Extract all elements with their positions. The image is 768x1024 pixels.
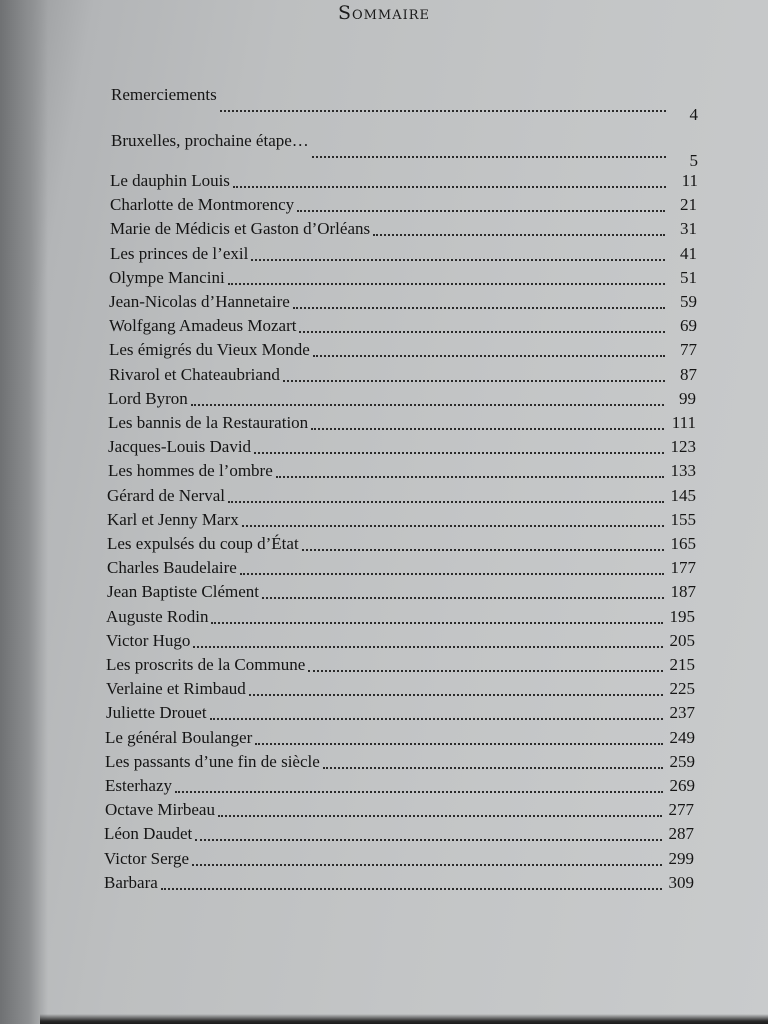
toc-page-number: 69	[680, 316, 697, 336]
toc-leader-dots	[175, 781, 663, 793]
toc-entry	[105, 799, 694, 821]
toc-leader-dots	[251, 249, 665, 261]
toc-entry	[110, 170, 698, 192]
toc-leader-dots	[210, 708, 663, 720]
toc-entry-title: Jean-Nicolas d’Hannetaire	[109, 292, 290, 311]
toc-page-number: 277	[668, 800, 694, 820]
toc-entry	[110, 194, 697, 216]
toc-leader-dots	[373, 224, 665, 236]
toc-entry	[104, 848, 694, 870]
toc-entry-title: Lord Byron	[108, 388, 188, 408]
toc-leader-dots	[297, 200, 665, 212]
toc-page-number: 249	[669, 727, 695, 747]
toc-page-number: 309	[668, 872, 694, 892]
toc-leader-dots	[313, 345, 665, 357]
page-title: Sommaire	[337, 2, 431, 24]
toc-page-number: 155	[670, 509, 696, 529]
toc-entry-title: Le général Boulanger	[105, 727, 253, 747]
toc-entry-title: Olympe Mancini	[109, 267, 225, 287]
toc-entry-title: Les passants d’une fin de siècle	[105, 751, 320, 771]
toc-entry-title: Jacques-Louis David	[108, 437, 252, 457]
toc-entry-title: Wolfgang Amadeus Mozart	[109, 316, 297, 336]
toc-page-number: 165	[670, 534, 696, 553]
toc-entry-title: Octave Mirbeau	[105, 800, 215, 820]
toc-leader-dots	[242, 515, 664, 527]
toc-entry-title: Karl et Jenny Marx	[107, 509, 239, 529]
toc-entry-title: Charlotte de Montmorency	[110, 195, 295, 215]
toc-entry-title: Rivarol et Chateaubriand	[109, 364, 280, 384]
toc-leader-dots	[302, 539, 664, 551]
toc-leader-dots	[311, 418, 664, 430]
toc-entry	[108, 460, 696, 482]
toc-leader-dots	[161, 878, 662, 890]
toc-entry-title: Gérard de Nerval	[107, 485, 225, 505]
toc-entry	[108, 412, 696, 434]
toc-entry-title: Les princes de l’exil	[110, 243, 249, 263]
toc-entry-title: Remerciements	[111, 85, 217, 104]
toc-entry	[107, 509, 696, 531]
toc-page-number: 177	[670, 558, 696, 578]
page-bottom-edge	[40, 1014, 768, 1024]
toc-entry-title: Les expulsés du coup d’État	[107, 534, 299, 553]
toc-page-number: 187	[670, 582, 696, 602]
toc-page-number: 205	[669, 630, 695, 650]
toc-entry-title: Les émigrés du Vieux Monde	[109, 340, 310, 360]
toc-entry	[110, 218, 697, 240]
toc-leader-dots	[312, 146, 666, 158]
toc-page-number: 111	[671, 413, 696, 432]
toc-entry-title: Auguste Rodin	[106, 606, 209, 626]
toc-entry	[104, 823, 694, 845]
toc-page-number: 51	[680, 267, 697, 287]
toc-leader-dots	[220, 100, 666, 112]
toc-entry	[105, 727, 695, 749]
toc-page-number: 287	[668, 824, 694, 844]
toc-leader-dots	[283, 370, 665, 382]
toc-entry-title: Léon Daudet	[104, 824, 193, 844]
toc-leader-dots	[228, 273, 665, 285]
toc-entry	[106, 654, 695, 676]
toc-entry-title: Bruxelles, prochaine étape…	[111, 131, 309, 150]
toc-page-number: 145	[670, 485, 696, 505]
toc-leader-dots	[249, 684, 663, 696]
toc-leader-dots	[233, 176, 666, 188]
toc-page-number: 5	[689, 151, 698, 170]
toc-page-number: 77	[680, 340, 697, 360]
toc-page-number: 237	[669, 703, 695, 723]
toc-entry-title: Marie de Médicis et Gaston d’Orléans	[110, 219, 371, 239]
toc-page-number: 133	[670, 461, 696, 481]
toc-entry	[106, 630, 695, 652]
toc-entry	[104, 872, 694, 894]
toc-leader-dots	[228, 491, 664, 503]
toc-entry-title: Les proscrits de la Commune	[106, 655, 306, 674]
toc-entry-title: Les bannis de la Restauration	[108, 413, 309, 432]
toc-entry	[105, 775, 695, 797]
toc-page-number: 215	[669, 655, 695, 674]
toc-page-number: 87	[680, 364, 697, 384]
toc-leader-dots	[254, 442, 664, 454]
toc-entry	[107, 581, 696, 603]
toc-entry-title: Esterhazy	[105, 776, 173, 795]
toc-page-number: 299	[668, 848, 694, 868]
toc-entry	[109, 267, 697, 289]
toc-entry	[105, 751, 695, 773]
toc-page-number: 225	[669, 679, 695, 699]
toc-leader-dots	[218, 805, 662, 817]
toc-leader-dots	[255, 733, 663, 745]
toc-leader-dots	[323, 757, 663, 769]
toc-entry	[109, 364, 697, 386]
toc-entry	[111, 130, 698, 170]
toc-leader-dots	[211, 612, 663, 624]
toc-page-number: 99	[679, 388, 696, 408]
toc-entry	[106, 606, 695, 628]
toc-page-number: 31	[680, 219, 697, 239]
toc-page-number: 195	[669, 606, 695, 626]
toc-leader-dots	[191, 394, 664, 406]
toc-entry-title: Charles Baudelaire	[107, 558, 237, 578]
toc-leader-dots	[276, 466, 664, 478]
toc-entry	[106, 702, 695, 724]
toc-leader-dots	[262, 587, 664, 599]
toc-leader-dots	[195, 829, 662, 841]
toc-page-number: 21	[680, 195, 697, 215]
toc-entry	[109, 291, 697, 313]
toc-page-number: 11	[681, 171, 698, 190]
toc-entry-title: Juliette Drouet	[106, 703, 207, 723]
toc-leader-dots	[293, 297, 665, 309]
toc-entry	[107, 557, 696, 579]
toc-page-number: 269	[669, 776, 695, 795]
toc-entry	[107, 485, 696, 507]
toc-leader-dots	[240, 563, 664, 575]
toc-page-number: 259	[669, 751, 695, 771]
toc-entry-title: Verlaine et Rimbaud	[106, 679, 246, 699]
toc-page-number: 41	[680, 243, 697, 263]
toc-entry	[106, 678, 695, 700]
toc-entry-title: Les hommes de l’ombre	[108, 461, 273, 481]
toc-entry	[107, 533, 696, 555]
toc-entry-title: Victor Serge	[104, 848, 190, 868]
toc-entry-title: Barbara	[104, 872, 158, 892]
toc-entry	[108, 388, 696, 410]
toc-entry-title: Le dauphin Louis	[110, 171, 230, 190]
toc-entry	[110, 243, 697, 265]
toc-entry	[109, 315, 697, 337]
toc-leader-dots	[308, 660, 663, 672]
toc-leader-dots	[192, 854, 662, 866]
toc-page-number: 59	[680, 292, 697, 311]
toc-page-number: 4	[689, 105, 698, 124]
toc-entry	[109, 339, 697, 361]
toc-page-number: 123	[670, 437, 696, 457]
toc-entry-title: Victor Hugo	[106, 630, 191, 650]
toc-entry	[108, 436, 696, 458]
toc-entry-title: Jean Baptiste Clément	[107, 582, 260, 602]
toc-entry	[111, 84, 698, 124]
toc-leader-dots	[193, 636, 663, 648]
toc-leader-dots	[299, 321, 665, 333]
